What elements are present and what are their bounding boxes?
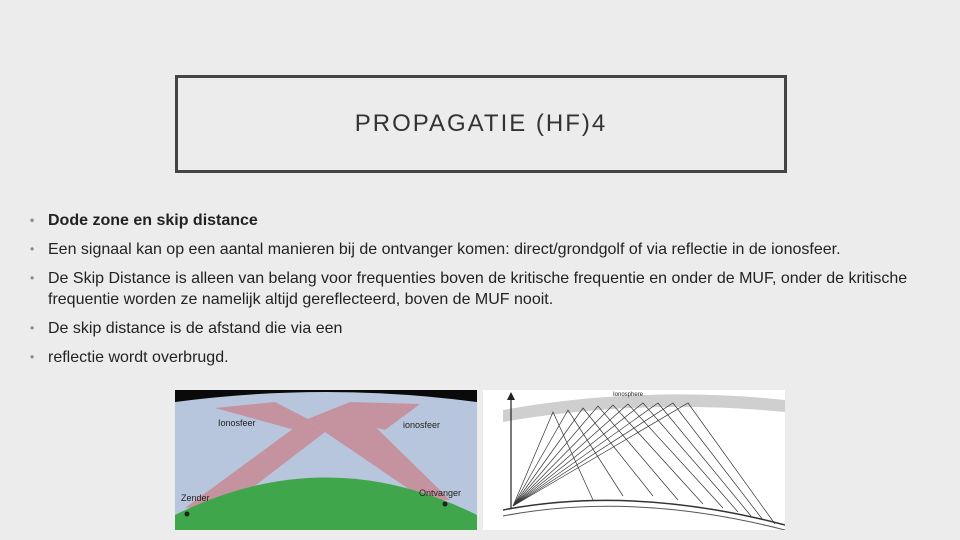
skip-distance-diagram bbox=[175, 390, 477, 530]
bullet-text: reflectie wordt overbrugd. bbox=[48, 349, 229, 366]
ionosfeer-label-right: ionosfeer bbox=[403, 420, 441, 430]
zender-label: Zender bbox=[181, 493, 210, 503]
page-title: PROPAGATIE (HF)4 bbox=[354, 110, 608, 137]
ray-path-diagram bbox=[483, 390, 785, 530]
title-box bbox=[175, 75, 787, 173]
bullet-dot-icon: • bbox=[30, 271, 35, 285]
bullet-text: Een signaal kan op een aantal manieren bij de ontvanger komen: direct/grondgolf of via reflectie in de ionosfeer. bbox=[48, 241, 841, 258]
bullet-item bbox=[30, 268, 940, 310]
ionosfeer-label-left: Ionosfeer bbox=[218, 418, 256, 428]
bullet-dot-icon: • bbox=[30, 213, 35, 227]
bullet-item bbox=[30, 347, 940, 368]
skip-distance-svg bbox=[175, 390, 477, 530]
bullet-item bbox=[30, 239, 940, 260]
bullet-item bbox=[30, 210, 940, 231]
ontvanger-label: Ontvanger bbox=[419, 488, 462, 498]
bullet-text: De skip distance is de afstand die via een bbox=[48, 320, 343, 337]
bullet-list bbox=[30, 210, 940, 376]
receiver-marker bbox=[443, 502, 448, 507]
bullet-text: De Skip Distance is alleen van belang voor frequenties boven de kritische frequentie en onder de MUF, onder de kritische frequentie worden ze namelijk altijd gereflecteerd, boven de MUF nooit. bbox=[48, 270, 908, 308]
bullet-text: Dode zone en skip distance bbox=[48, 212, 258, 229]
bullet-dot-icon: • bbox=[30, 321, 35, 335]
ray-path-svg bbox=[483, 390, 785, 530]
transmitter-marker bbox=[185, 512, 190, 517]
bullet-dot-icon: • bbox=[30, 350, 35, 364]
bullet-dot-icon: • bbox=[30, 242, 35, 256]
bullet-item bbox=[30, 318, 940, 339]
ionosphere-label: Ionosphere bbox=[613, 392, 644, 398]
